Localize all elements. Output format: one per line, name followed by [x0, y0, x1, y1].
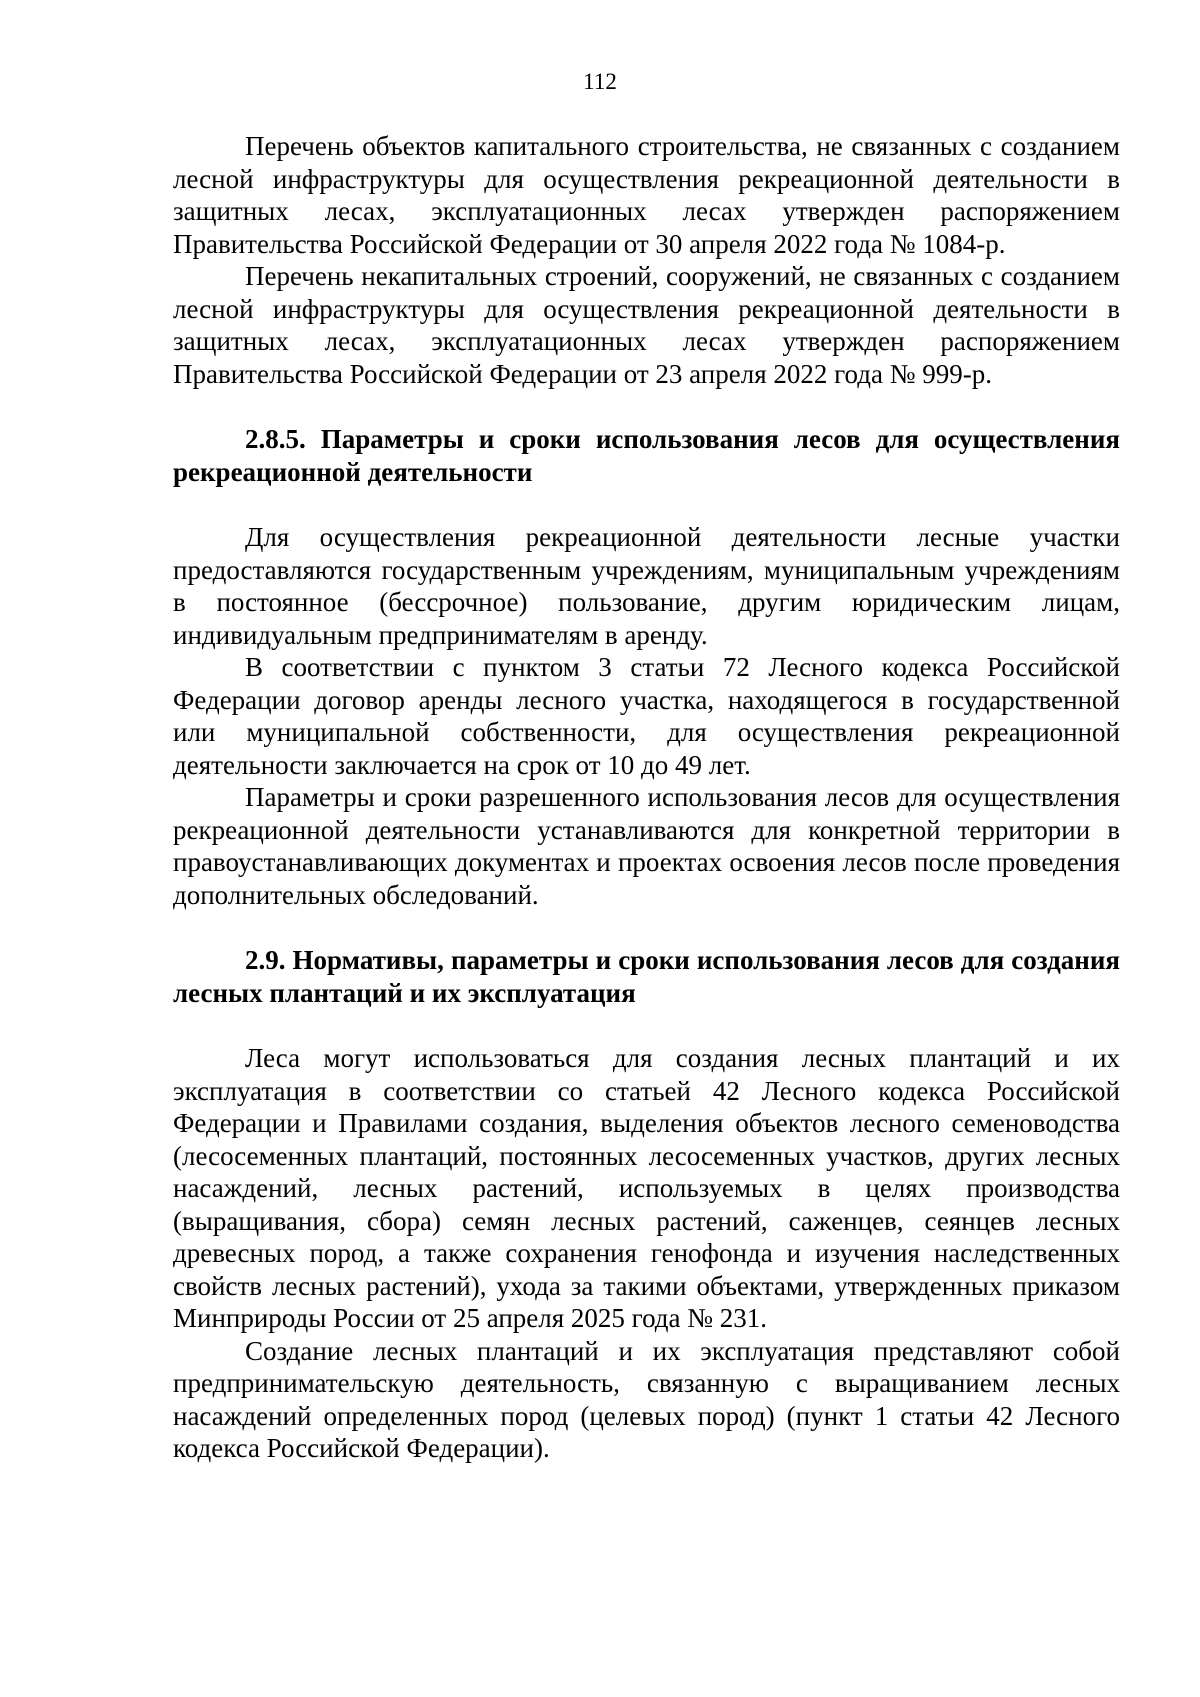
paragraph-forest-plantations-use: Леса могут использоваться для создания лесных плантаций и их эксплуатация в соответствии со статьей 42 Лесного кодекса Российской Федерации и Правилами создания, выделения объектов лесного семеноводства (лесосеменных плантаций, постоянных лесосеменных участков, других лесных насаждений, лесных растений, используемых в целях производства (выращивания, сбора) семян лесных растений, саженцев, сеянцев лесных древесных пород, а также сохранения генофонда и изучения наследственных свойств лесных растений), ухода за такими объектами, утвержденных приказом Минприроды России от 25 апреля 2025 года № 231.: [173, 1043, 1120, 1333]
paragraph-lease-term: В соответствии с пунктом 3 статьи 72 Лесного кодекса Российской Федерации договор аренды лесного участка, находящегося в государственной или муниципальной собственности, для осуществления рекреационной деятельности заключается на срок от 10 до 49 лет.: [173, 652, 1120, 780]
document-body: [173, 130, 1120, 1465]
paragraph-recreation-provision: Для осуществления рекреационной деятельности лесные участки предоставляются государственным учреждениям, муниципальным учреждениям в постоянное (бессрочное) пользование, другим юридическим лицам, индивидуальным предпринимателям в аренду.: [173, 522, 1120, 650]
paragraph-plantations-business: Создание лесных плантаций и их эксплуатация представляют собой предпринимательскую деятельность, связанную с выращиванием лесных насаждений определенных пород (целевых пород) (пункт 1 статьи 42 Лесного кодекса Российской Федерации).: [173, 1335, 1120, 1463]
page-number: 112: [583, 69, 617, 94]
paragraph-noncapital-structures-list: Перечень некапитальных строений, сооружений, не связанных с созданием лесной инфраструктуры для осуществления рекреационной деятельности в защитных лесах, эксплуатационных лесах утвержден распоряжением Правительства Российской Федерации от 23 апреля 2022 года № 999-р.: [173, 261, 1120, 389]
paragraph-parameters-terms: Параметры и сроки разрешенного использования лесов для осуществления рекреационной деятельности устанавливаются для конкретной территории в правоустанавливающих документах и проектах освоения лесов после проведения дополнительных обследований.: [173, 782, 1120, 910]
section-heading-2-9: 2.9. Нормативы, параметры и сроки использования лесов для создания лесных плантаций и их эксплуатация: [173, 945, 1120, 1008]
paragraph-capital-construction-list: Перечень объектов капитального строительства, не связанных с созданием лесной инфраструктуры для осуществления рекреационной деятельности в защитных лесах, эксплуатационных лесах утвержден распоряжением Правительства Российской Федерации от 30 апреля 2022 года № 1084-р.: [173, 131, 1120, 259]
section-heading-2-8-5: 2.8.5. Параметры и сроки использования лесов для осуществления рекреационной деятельности: [173, 424, 1120, 487]
